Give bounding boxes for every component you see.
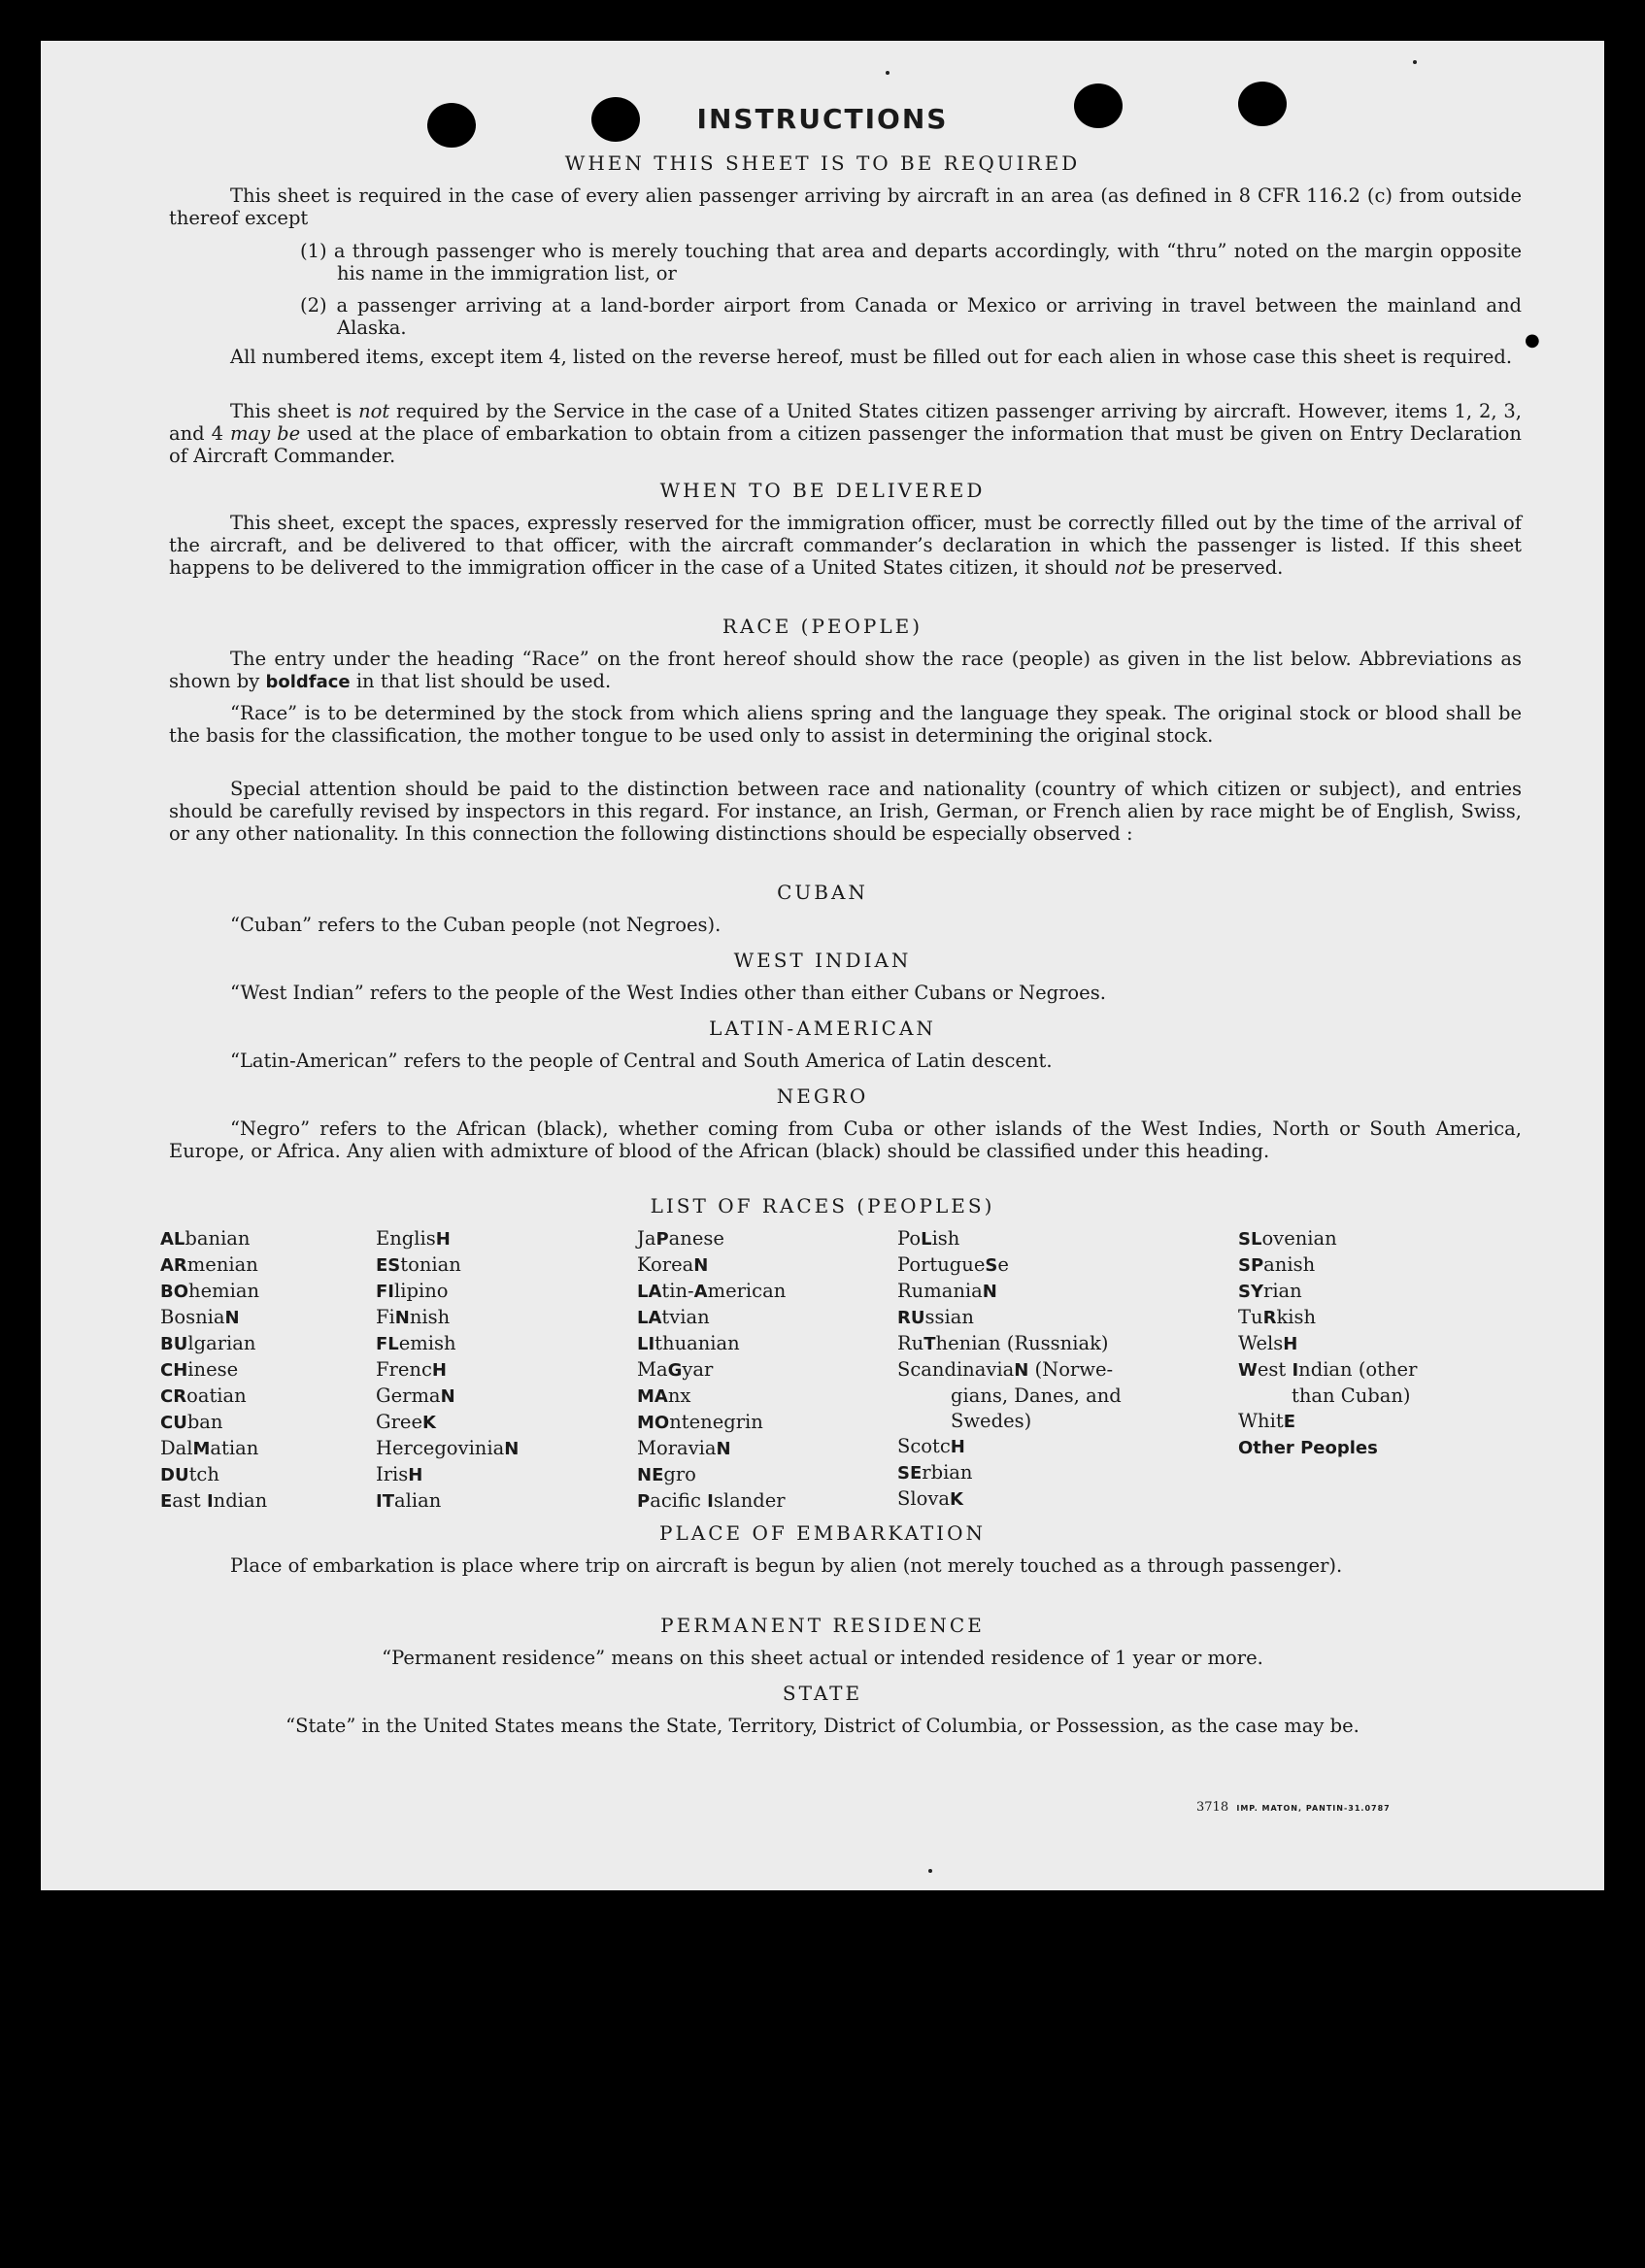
text-span: Korea: [637, 1253, 694, 1276]
text-span: banian: [185, 1227, 251, 1250]
race-entry: [637, 1410, 786, 1436]
abbreviation: I: [1292, 1360, 1299, 1381]
abbreviation: BU: [160, 1334, 188, 1354]
abbreviation: MO: [637, 1413, 670, 1433]
section-heading: STATE: [782, 1682, 863, 1705]
text-span: hemian: [188, 1280, 260, 1302]
races-column: [160, 1226, 267, 1515]
text-span: Portugue: [897, 1253, 986, 1276]
race-entry: [897, 1305, 1122, 1331]
race-entry: [637, 1252, 786, 1279]
text-span: henian (Russniak): [935, 1332, 1109, 1354]
abbreviation: L: [921, 1229, 932, 1250]
race-entry: [160, 1305, 267, 1331]
abbreviation: N: [440, 1386, 455, 1407]
text-span: ndian (other: [1298, 1358, 1418, 1381]
abbreviation: N: [693, 1255, 709, 1276]
race-entry: [897, 1226, 1122, 1252]
race-entry: [637, 1279, 786, 1305]
abbreviation: N: [1014, 1360, 1029, 1381]
text-span: est: [1257, 1358, 1292, 1381]
text-span: rbian: [922, 1461, 973, 1484]
abbreviation: I: [707, 1491, 714, 1512]
abbreviation: N: [394, 1308, 410, 1328]
paragraph: [169, 512, 1522, 579]
race-entry: [160, 1436, 267, 1462]
text-span: ssian: [924, 1306, 974, 1328]
abbreviation: AL: [160, 1229, 185, 1250]
text-span: Rumania: [897, 1280, 983, 1302]
section-heading: WHEN THIS SHEET IS TO BE REQUIRED: [564, 151, 1081, 175]
race-entry: [897, 1409, 1122, 1434]
text-span: Moravia: [637, 1437, 717, 1459]
race-entry: [160, 1226, 267, 1252]
races-column: [376, 1226, 519, 1515]
abbreviation: DU: [160, 1465, 189, 1485]
race-entry: [160, 1462, 267, 1488]
text-span: nx: [667, 1384, 691, 1407]
text-span: Tu: [1238, 1306, 1263, 1328]
text-span: alian: [393, 1489, 442, 1512]
race-entry: [637, 1226, 786, 1252]
paragraph: [169, 400, 1522, 467]
text-span: tch: [188, 1463, 219, 1485]
text-span: menian: [186, 1253, 258, 1276]
race-entry: [160, 1279, 267, 1305]
text-span: Scandinavia: [897, 1358, 1015, 1381]
abbreviation: SL: [1238, 1229, 1262, 1250]
race-entry: [637, 1436, 786, 1462]
text-span: Hercegovinia: [376, 1437, 505, 1459]
text-span: Ma: [637, 1358, 668, 1381]
abbreviation: M: [192, 1439, 211, 1459]
race-entry: [160, 1252, 267, 1279]
section-heading: CUBAN: [777, 881, 868, 904]
race-entry: [637, 1331, 786, 1357]
race-entry: [897, 1252, 1122, 1279]
race-entry: [376, 1305, 519, 1331]
section-heading: NEGRO: [776, 1084, 869, 1108]
abbreviation: E: [1283, 1412, 1295, 1432]
text-span: tonian: [400, 1253, 461, 1276]
text-span: atian: [210, 1437, 259, 1459]
abbreviation: CH: [160, 1360, 188, 1381]
text-span: This sheet is: [230, 400, 359, 422]
text-span: Po: [897, 1227, 922, 1250]
text-span: Whit: [1238, 1410, 1284, 1432]
paragraph: Special attention should be paid to the distinction between race and nationality (country of which citizen or subject), and entries should be carefully revised by inspectors in this regard. For instance, an Irish, German, or French alien by race might be of English, Swiss, or any other nationality. In this connection the following distinctions should be especially observed :: [169, 778, 1522, 845]
race-entry: [1238, 1226, 1417, 1252]
text-span: ast: [172, 1489, 207, 1512]
abbreviation: SE: [897, 1463, 923, 1484]
text-span: tvian: [661, 1306, 710, 1328]
abbreviation: LA: [637, 1308, 662, 1328]
paragraph: “Negro” refers to the African (black), whether coming from Cuba or other islands of the West Indies, North or South America, Europe, or Africa. Any alien with admixture of blood of the African (black) should be classified under this heading.: [169, 1117, 1522, 1162]
abbreviation: LA: [637, 1282, 662, 1302]
text-span: kish: [1276, 1306, 1317, 1328]
text-span: Iris: [376, 1463, 409, 1485]
text-span: anish: [1263, 1253, 1316, 1276]
abbreviation: K: [949, 1489, 963, 1510]
race-entry: [1238, 1357, 1417, 1384]
race-entry: [160, 1331, 267, 1357]
race-entry: [160, 1384, 267, 1410]
text-span: ndian: [213, 1489, 268, 1512]
race-entry: [376, 1462, 519, 1488]
section-heading: PLACE OF EMBARKATION: [659, 1521, 986, 1545]
race-entry: [897, 1331, 1122, 1357]
abbreviation: SP: [1238, 1255, 1264, 1276]
text-span: than Cuban): [1292, 1384, 1411, 1407]
text-span: used at the place of embarkation to obtain from a citizen passenger the information that must be given on Entry Declaration of Aircraft Commander.: [169, 422, 1522, 467]
race-entry: [897, 1460, 1122, 1486]
text-span: Dal: [160, 1437, 193, 1459]
race-entry: [376, 1252, 519, 1279]
text-span: thuanian: [655, 1332, 740, 1354]
race-entry: [376, 1436, 519, 1462]
abbreviation: N: [716, 1439, 731, 1459]
text-span: ovenian: [1261, 1227, 1337, 1250]
abbreviation: A: [693, 1282, 708, 1302]
text-span: merican: [707, 1280, 787, 1302]
text-span: Englis: [376, 1227, 436, 1250]
text-span: The entry under the heading “Race” on the front hereof should show the race (people) as given in the list below. Abbreviations as shown by: [169, 648, 1522, 692]
race-entry: [376, 1384, 519, 1410]
abbreviation: ES: [376, 1255, 401, 1276]
race-entry: [637, 1488, 786, 1515]
text-span: ish: [931, 1227, 960, 1250]
text-span: oatian: [186, 1384, 247, 1407]
abbreviation: CU: [160, 1413, 187, 1433]
text-span: gians, Danes, and: [951, 1384, 1122, 1407]
race-entry: [637, 1357, 786, 1384]
abbreviation: AR: [160, 1255, 187, 1276]
abbreviation: E: [160, 1491, 173, 1512]
text-span: Scotc: [897, 1435, 951, 1457]
abbreviation: R: [1262, 1308, 1277, 1328]
paragraph: “State” in the United States means the State, Territory, District of Columbia, or Possession, as the case may be.: [285, 1715, 1360, 1737]
race-entry: [637, 1384, 786, 1410]
text-span: inese: [187, 1358, 239, 1381]
document-sheet: [41, 41, 1604, 1890]
paragraph: “Permanent residence” means on this sheet actual or intended residence of 1 year or more.: [382, 1647, 1263, 1669]
abbreviation: G: [667, 1360, 683, 1381]
emphasis: not: [1114, 556, 1146, 579]
text-span: Fi: [376, 1306, 395, 1328]
list-item: (1) a through passenger who is merely touching that area and departs accordingly, with “thru” noted on the margin opposite his name in the immigration list, or: [300, 240, 1522, 284]
paragraph: “Race” is to be determined by the stock from which aliens spring and the language they speak. The original stock or blood shall be the basis for the classification, the mother tongue to be used only to assist in determining the original stock.: [169, 702, 1522, 747]
speck: [1413, 60, 1417, 64]
speck: [928, 1869, 932, 1873]
race-entry: [160, 1488, 267, 1515]
printer-imprint: [1196, 1800, 1391, 1815]
abbreviation: N: [982, 1282, 997, 1302]
race-entry: [376, 1357, 519, 1384]
boldface-word: boldface: [265, 672, 351, 692]
abbreviation: H: [950, 1437, 965, 1457]
text-span: gro: [663, 1463, 696, 1485]
race-entry: [160, 1410, 267, 1436]
race-entry: [897, 1434, 1122, 1460]
race-entry: [1238, 1305, 1417, 1331]
text-span: Slova: [897, 1487, 950, 1510]
abbreviation: FI: [376, 1282, 394, 1302]
race-entry: [376, 1410, 519, 1436]
form-number: 3718: [1196, 1800, 1229, 1815]
text-span: in that list should be used.: [350, 670, 612, 692]
abbreviation: FL: [376, 1334, 399, 1354]
section-heading: PERMANENT RESIDENCE: [660, 1614, 985, 1637]
list-item: (2) a passenger arriving at a land-border airport from Canada or Mexico or arriving in travel between the mainland and Alaska.: [300, 294, 1522, 339]
text-span: rian: [1263, 1280, 1302, 1302]
paragraph: “Cuban” refers to the Cuban people (not Negroes).: [230, 914, 722, 936]
section-heading: LIST OF RACES (PEOPLES): [650, 1194, 995, 1217]
text-span: required by the Service in the case of a United States citizen passenger arriving by aircraft. However, items 1, 2, 3, and 4: [169, 400, 1522, 445]
text-span: lipino: [394, 1280, 449, 1302]
race-entry: [376, 1488, 519, 1515]
race-entry: [897, 1279, 1122, 1305]
text-span: nish: [409, 1306, 451, 1328]
abbreviation: MA: [637, 1386, 668, 1407]
abbreviation: P: [637, 1491, 651, 1512]
abbreviation: H: [431, 1360, 447, 1381]
text-span: acific: [650, 1489, 708, 1512]
race-entry: [376, 1331, 519, 1357]
text-span: Ja: [637, 1227, 656, 1250]
speck: [886, 71, 890, 75]
abbreviation: BO: [160, 1282, 189, 1302]
margin-mark: ●: [1525, 330, 1540, 350]
paragraph: “Latin-American” refers to the people of Central and South America of Latin descent.: [230, 1050, 1053, 1072]
emphasis: may be: [230, 422, 301, 445]
race-entry: [897, 1357, 1122, 1384]
text-span: lgarian: [187, 1332, 256, 1354]
section-heading: WHEN TO BE DELIVERED: [659, 479, 986, 502]
abbreviation: K: [421, 1413, 436, 1433]
paragraph: “West Indian” refers to the people of the West Indies other than either Cubans or Negroes.: [230, 982, 1106, 1004]
section-heading: LATIN-AMERICAN: [709, 1017, 936, 1040]
section-heading: RACE (PEOPLE): [722, 615, 923, 638]
text-span: Frenc: [376, 1358, 432, 1381]
abbreviation: S: [985, 1255, 998, 1276]
abbreviation: SY: [1238, 1282, 1263, 1302]
text-span: anese: [668, 1227, 724, 1250]
race-entry: [897, 1384, 1122, 1409]
abbreviation: CR: [160, 1386, 187, 1407]
abbreviation: N: [504, 1439, 520, 1459]
races-column: [897, 1226, 1122, 1513]
abbreviation: LI: [637, 1334, 655, 1354]
abbreviation: H: [408, 1465, 423, 1485]
paragraph: Place of embarkation is place where trip on aircraft is begun by alien (not merely touched as a through passenger).: [230, 1554, 1343, 1577]
text-span: Swedes): [951, 1410, 1032, 1432]
abbreviation: NE: [637, 1465, 664, 1485]
text-span: ntenegrin: [669, 1411, 763, 1433]
race-entry: [897, 1486, 1122, 1513]
text-span: (Norwe-: [1028, 1358, 1114, 1381]
race-entry: [637, 1462, 786, 1488]
text-span: e: [997, 1253, 1009, 1276]
race-entry: [1238, 1331, 1417, 1357]
race-entry: [1238, 1252, 1417, 1279]
race-entry: [376, 1279, 519, 1305]
page-title: INSTRUCTIONS: [696, 103, 949, 135]
paragraph: This sheet is required in the case of every alien passenger arriving by aircraft in an area (as defined in 8 CFR 116.2 (c) from outside thereof except: [169, 184, 1522, 229]
race-entry: [160, 1357, 267, 1384]
text-span: Ru: [897, 1332, 924, 1354]
abbreviation: H: [1283, 1334, 1298, 1354]
abbreviation: H: [435, 1229, 451, 1250]
text-span: emish: [398, 1332, 456, 1354]
printer-name: IMP. MATON, PANTIN-31.0787: [1236, 1804, 1391, 1813]
text-span: be preserved.: [1145, 556, 1284, 579]
paragraph: [169, 648, 1522, 693]
race-entry: [637, 1305, 786, 1331]
abbreviation: Other Peoples: [1238, 1438, 1378, 1458]
race-entry: [376, 1226, 519, 1252]
abbreviation: P: [655, 1229, 669, 1250]
abbreviation: IT: [376, 1491, 394, 1512]
abbreviation: N: [224, 1308, 240, 1328]
text-span: Wels: [1238, 1332, 1284, 1354]
abbreviation: RU: [897, 1308, 925, 1328]
abbreviation: I: [206, 1491, 214, 1512]
races-column: [637, 1226, 786, 1515]
race-entry: [1238, 1384, 1417, 1409]
text-span: yar: [682, 1358, 714, 1381]
text-span: Bosnia: [160, 1306, 225, 1328]
races-column: [1238, 1226, 1417, 1461]
text-span: ban: [186, 1411, 223, 1433]
text-span: Gree: [376, 1411, 422, 1433]
abbreviation: W: [1238, 1360, 1258, 1381]
text-span: Germa: [376, 1384, 441, 1407]
race-entry: [1238, 1409, 1417, 1435]
text-span: slander: [713, 1489, 786, 1512]
abbreviation: T: [923, 1334, 936, 1354]
text-span: This sheet, except the spaces, expressly reserved for the immigration officer, must be correctly filled out by the time of the arrival of the aircraft, and be delivered to that officer, with the aircraft commander’s declaration in which the passenger is listed. If this sheet happens to be delivered to the immigration officer in the case of a United States citizen, it should: [169, 512, 1522, 579]
section-heading: WEST INDIAN: [733, 949, 912, 972]
text-span: tin-: [661, 1280, 694, 1302]
race-entry: [1238, 1279, 1417, 1305]
emphasis: not: [358, 400, 390, 422]
paragraph: All numbered items, except item 4, listed on the reverse hereof, must be filled out for each alien in whose case this sheet is required.: [230, 346, 1513, 368]
race-entry: [1238, 1435, 1417, 1461]
